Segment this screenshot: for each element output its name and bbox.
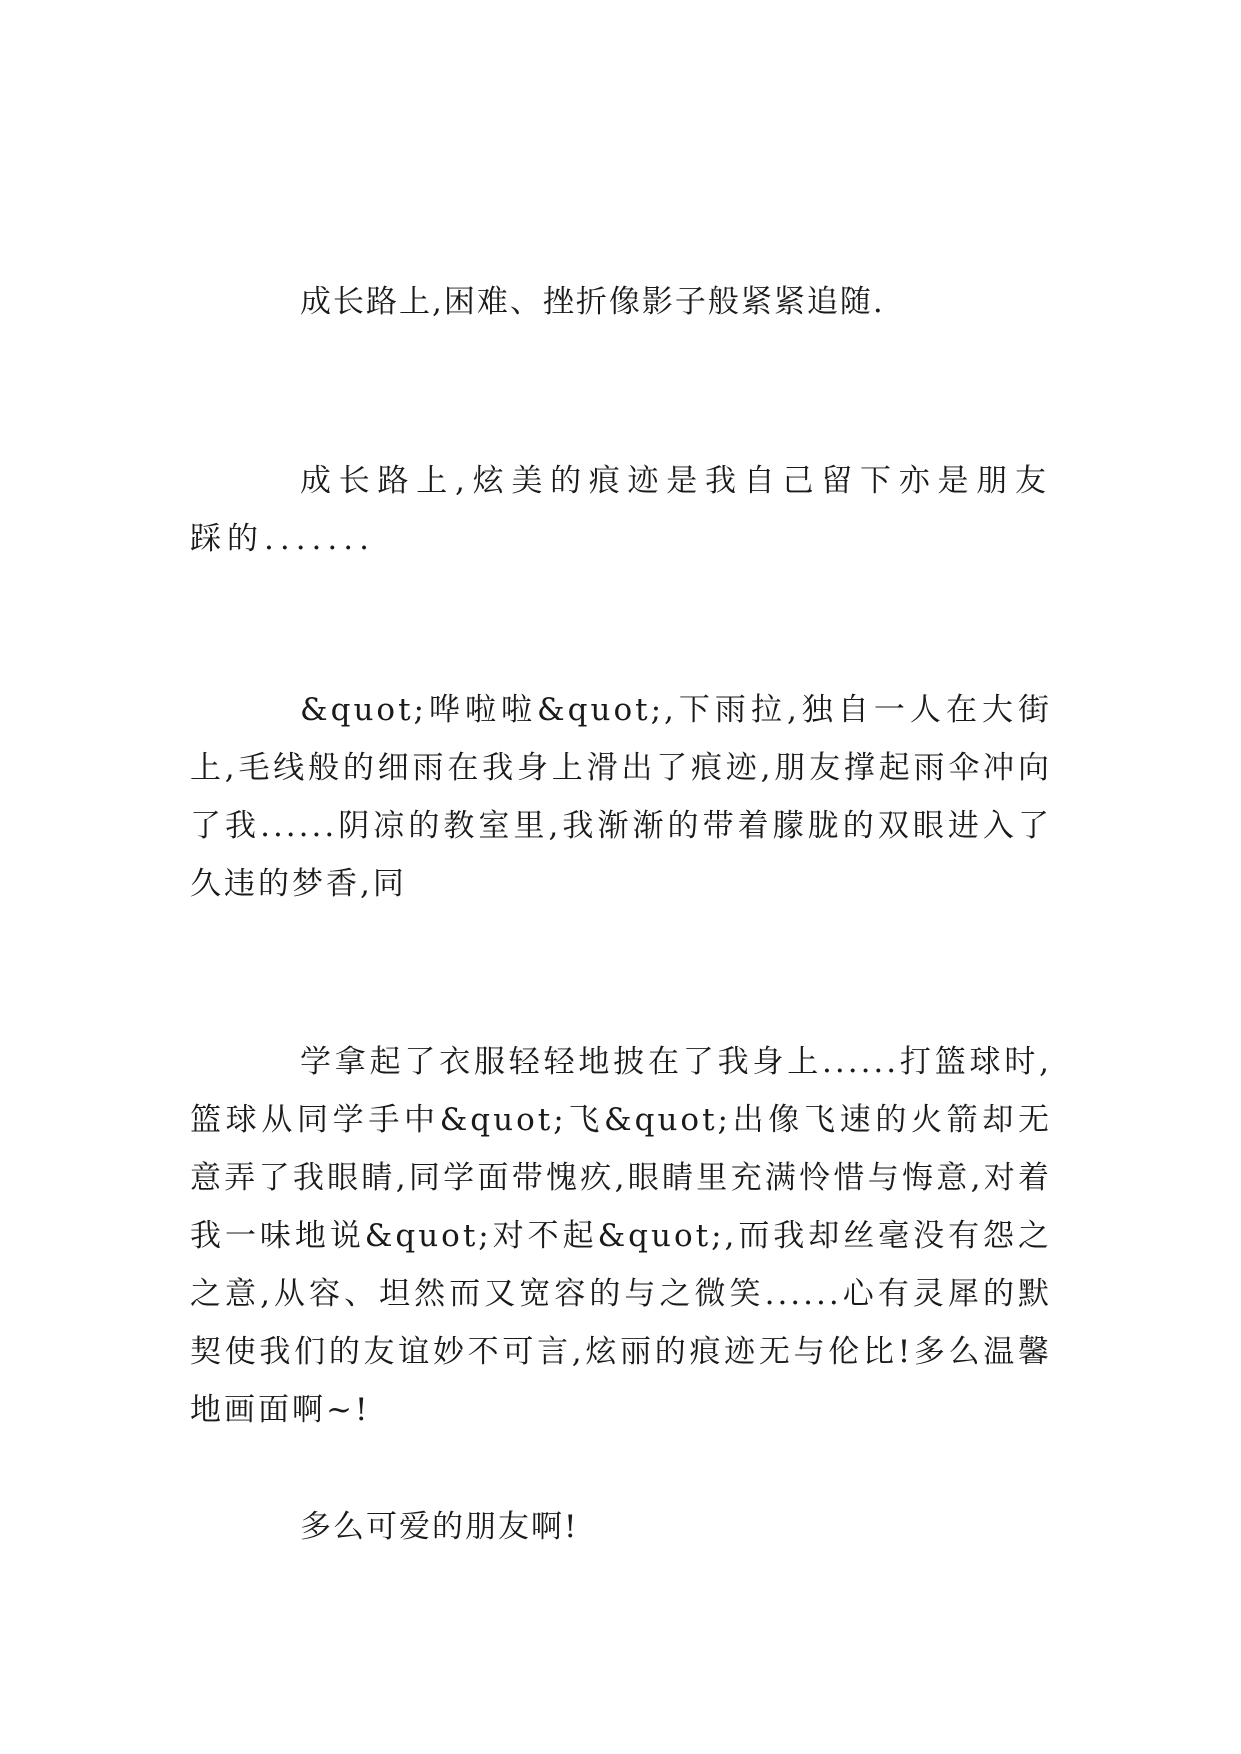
paragraph-2: 成长路上,炫美的痕迹是我自己留下亦是朋友踩的.......	[190, 463, 1052, 557]
paragraph-5: 多么可爱的朋友啊!	[300, 1509, 579, 1545]
paragraph-1: 成长路上,困难、挫折像影子般紧紧追随.	[300, 284, 885, 320]
paragraph-4: 学拿起了衣服轻轻地披在了我身上......打篮球时,篮球从同学手中&quot;飞&quot;出像飞速的火箭却无意弄了我眼睛,同学面带愧疚,眼睛里充满怜惜与悔意,对着我一味地说&quot;对不起&quot;,而我却丝毫没有怨之之意,从容、坦然而又宽容的与之微笑......心有灵犀的默契使我们的友谊妙不可言,炫丽的痕迹无与伦比!多么温馨地画面啊~!	[190, 1044, 1052, 1428]
paragraph-3: &quot;哗啦啦&quot;,下雨拉,独自一人在大街上,毛线般的细雨在我身上滑出了痕迹,朋友撑起雨伞冲向了我......阴凉的教室里,我渐渐的带着朦胧的双眼进入了久违的梦香,同	[190, 692, 1052, 902]
